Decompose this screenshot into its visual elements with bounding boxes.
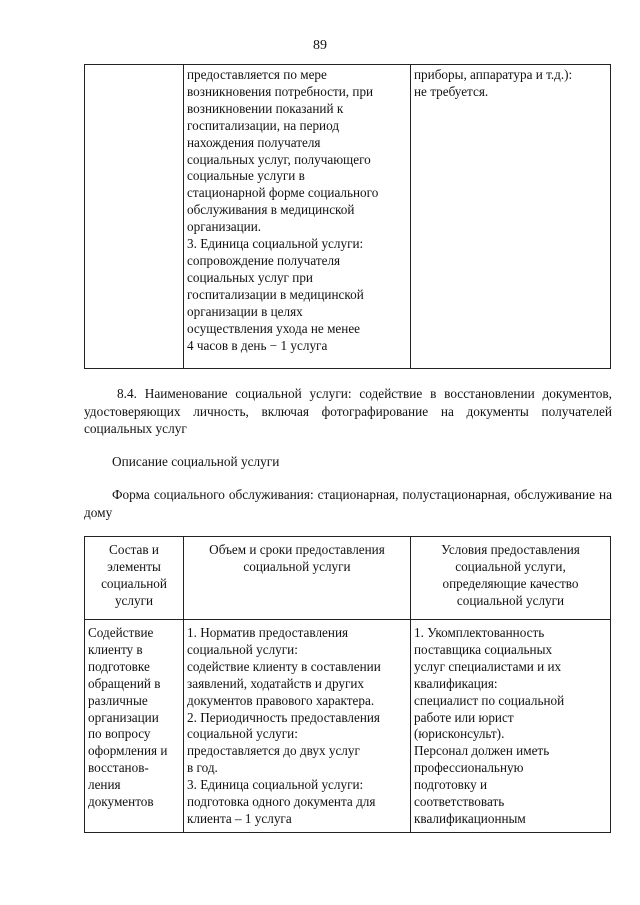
table-cell-composition: Содействие клиенту в подготовке обращений в различные организации по вопросу оформления и восстанов- ления документов (85, 620, 184, 833)
section-title: 8.4. Наименование социальной услуги: содействие в восстановлении документов, удостоверяющих личность, включая фотографирование на документы получателей социальных услуг (84, 386, 612, 437)
table-row (85, 65, 611, 369)
services-table (84, 536, 611, 833)
table-header-conditions: Условия предоставления социальной услуги, определяющие качество социальной услуги (411, 537, 611, 620)
page-number: 89 (313, 38, 327, 53)
service-form-paragraph: Форма социального обслуживания: стационарная, полустационарная, обслуживание на дому (84, 487, 612, 520)
table-header-composition: Состав и элементы социальной услуги (85, 537, 184, 620)
table-header-row (85, 537, 611, 620)
services-table-continued (84, 64, 611, 369)
table-cell-composition (85, 65, 184, 369)
table-cell-conditions: 1. Укомплектованность поставщика социальных услуг специалистами и их квалификация: специалист по социальной работе или юрист (юрисконсульт). Персонал должен иметь профессиональную подготовку и соответствовать квалификационным (411, 620, 611, 833)
table-cell-conditions: приборы, аппаратура и т.д.): не требуется. (411, 65, 611, 369)
description-heading: Описание социальной услуги (112, 454, 280, 469)
table-cell-volume-terms: 1. Норматив предоставления социальной услуги: содействие клиенту в составлении заявлений, ходатайств и других документов правового характера. 2. Периодичность предоставления социальной услуги: предоставляется до двух услуг в год. 3. Единица социальной услуги: подготовка одного документа для клиента – 1 услуга (184, 620, 411, 833)
table-header-volume-terms: Объем и сроки предоставления социальной услуги (184, 537, 411, 620)
table-row (85, 620, 611, 833)
table-cell-volume-terms: предоставляется по мере возникновения потребности, при возникновении показаний к госпитализации, на период нахождения получателя социальных услуг, получающего социальные услуги в стационарной форме социального обслуживания в медицинской организации. 3. Единица социальной услуги: сопровождение получателя социальных услуг при госпитализации в медицинской организации в целях осуществления ухода не менее 4 часов в день − 1 услуга (184, 65, 411, 369)
